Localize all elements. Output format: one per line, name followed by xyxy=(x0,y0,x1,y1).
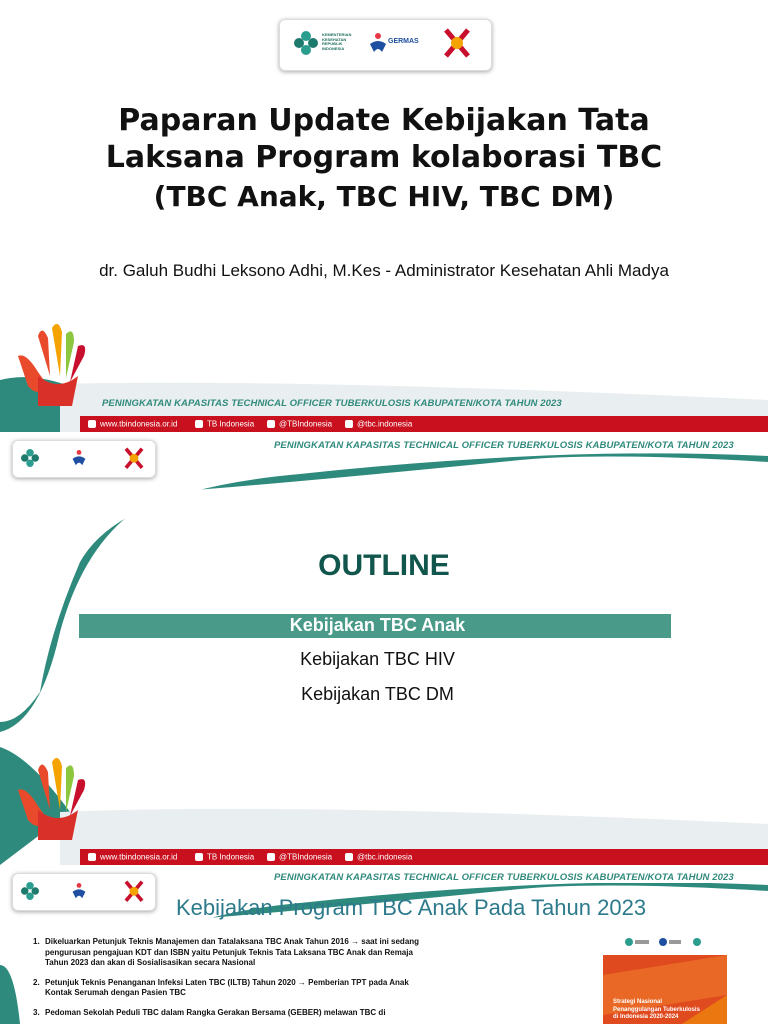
title-slide xyxy=(0,0,768,432)
twitter-link[interactable]: @TBIndonesia xyxy=(267,852,332,861)
facebook-icon xyxy=(195,853,203,861)
kemkes-logo-icon xyxy=(294,30,318,56)
social-media-bar xyxy=(80,849,768,865)
logo-panel xyxy=(12,873,156,911)
outline-item-tbc-anak[interactable]: Kebijakan TBC Anak xyxy=(289,615,466,635)
slide-title-line-1: Paparan Update Kebijakan Tata xyxy=(118,103,650,138)
facebook-link[interactable]: TB Indonesia xyxy=(195,852,254,861)
germas-logo-icon xyxy=(71,449,87,467)
strategy-book-cover xyxy=(603,929,727,1024)
hand-logo-icon xyxy=(8,750,108,842)
book-cover-header xyxy=(603,929,727,955)
outline-slide xyxy=(0,432,768,865)
germas-logo-icon xyxy=(368,32,388,54)
kemkes-logo-text: KEMENTERIAN KESEHATAN REPUBLIK INDONESIA xyxy=(322,32,352,51)
toss-tbc-logo-icon xyxy=(442,26,472,62)
germas-logo-icon xyxy=(71,882,87,900)
social-media-bar xyxy=(80,416,768,432)
list-item: 1. Dikeluarkan Petunjuk Teknis Manajemen dan Tatalaksana TBC Anak Tahun 2016 → saat ini sedang pengurusan pengajuan KDT dan ISBN yaitu Petunjuk Teknis Tata Laksana TBC Anak dan Remaja Tahun 2023 dan akan di Sosialisasikan secara Nasional xyxy=(33,937,420,967)
instagram-link[interactable]: @tbc.indonesia xyxy=(345,852,412,861)
facebook-link[interactable]: TB Indonesia xyxy=(195,419,254,428)
event-banner: PENINGKATAN KAPASITAS TECHNICAL OFFICER TUBERKULOSIS KABUPATEN/KOTA TAHUN 2023 xyxy=(274,872,734,883)
website-link[interactable]: www.tbindonesia.or.id xyxy=(88,852,177,861)
policy-list xyxy=(33,937,433,1024)
book-title: Strategi Nasional Penanggulangan Tuberkulosis di Indonesia 2020-2024 xyxy=(613,999,700,1020)
policy-slide xyxy=(0,865,768,1024)
germas-logo-text: GERMAS xyxy=(388,38,419,45)
instagram-icon xyxy=(345,420,353,428)
event-banner: PENINGKATAN KAPASITAS TECHNICAL OFFICER TUBERKULOSIS KABUPATEN/KOTA TAHUN 2023 xyxy=(102,398,562,409)
kemkes-logo-icon xyxy=(21,448,39,468)
instagram-link[interactable]: @tbc.indonesia xyxy=(345,419,412,428)
twitter-icon xyxy=(267,420,275,428)
author-line: dr. Galuh Budhi Leksono Adhi, M.Kes - Administrator Kesehatan Ahli Madya xyxy=(99,261,669,280)
hand-logo-icon xyxy=(8,316,108,408)
book-logos-icon xyxy=(623,935,713,949)
toss-tbc-logo-icon xyxy=(123,878,145,906)
web-icon xyxy=(88,420,96,428)
twitter-link[interactable]: @TBIndonesia xyxy=(267,419,332,428)
list-item: 3. Pedoman Sekolah Peduli TBC dalam Rangka Gerakan Bersama (GEBER) melawan TBC di xyxy=(33,1007,386,1017)
outline-item-tbc-dm[interactable]: Kebijakan TBC DM xyxy=(301,684,454,704)
logo-panel xyxy=(279,19,492,71)
outline-item-tbc-hiv[interactable]: Kebijakan TBC HIV xyxy=(300,649,455,669)
website-link[interactable]: www.tbindonesia.or.id xyxy=(88,419,177,428)
facebook-icon xyxy=(195,420,203,428)
slide-title-line-2: Laksana Program kolaborasi TBC xyxy=(105,140,663,175)
slide-title-line-3: (TBC Anak, TBC HIV, TBC DM) xyxy=(153,180,615,213)
kemkes-logo-icon xyxy=(21,881,39,901)
logo-panel xyxy=(12,440,156,478)
instagram-icon xyxy=(345,853,353,861)
toss-tbc-logo-icon xyxy=(123,445,145,473)
web-icon xyxy=(88,853,96,861)
twitter-icon xyxy=(267,853,275,861)
slide-title: Kebijakan Program TBC Anak Pada Tahun 2023 xyxy=(176,895,647,920)
event-banner: PENINGKATAN KAPASITAS TECHNICAL OFFICER TUBERKULOSIS KABUPATEN/KOTA TAHUN 2023 xyxy=(274,440,734,451)
outline-heading: OUTLINE xyxy=(318,549,450,582)
list-item: 2. Petunjuk Teknis Penanganan Infeksi Laten TBC (ILTB) Tahun 2020 → Pemberian TPT pada Anak Kontak Serumah dengan Pasien TBC xyxy=(33,977,409,997)
